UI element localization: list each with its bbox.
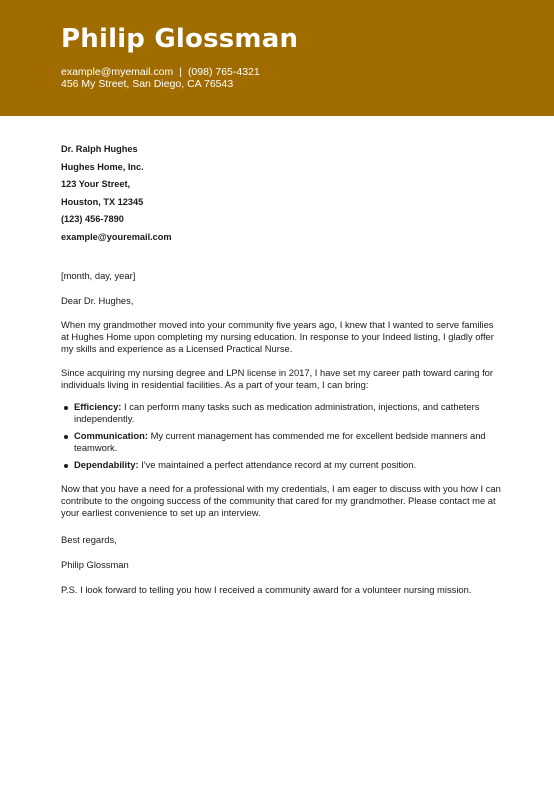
closing-paragraph: Now that you have a need for a professional with my credentials, I am eager to discuss with you how I can contribute to the ongoing success of the community that cared for my grandmother. Please contact me at your earliest convenience to set up an interview. — [61, 482, 501, 518]
sender-email: example@myemail.com — [61, 66, 174, 78]
list-item — [74, 430, 501, 454]
sender-address: 456 My Street, San Diego, CA 76543 — [61, 78, 234, 90]
recipient-street: 123 Your Street, — [61, 179, 131, 190]
bullet-text: I've maintained a perfect attendance record at my current position. — [138, 458, 417, 470]
bullet-term: Efficiency: — [74, 400, 122, 412]
bullet-text: I can perform many tasks such as medication administration, injections, and catheters independently. — [74, 400, 480, 424]
letter-body — [61, 141, 501, 596]
recipient-phone: (123) 456-7890 — [61, 214, 124, 225]
postscript: P.S. I look forward to telling you how I received a community award for a volunteer nursing mission. — [61, 583, 472, 595]
intro-paragraph: When my grandmother moved into your community five years ago, I knew that I wanted to serve families at Hughes Home upon completing my nursing education. In response to your Indeed listing, I gladly offer my skills and experience as a Licensed Practical Nurse. — [61, 318, 494, 354]
recipient-company: Hughes Home, Inc. — [61, 161, 144, 172]
sender-phone: (098) 765-4321 — [187, 66, 260, 78]
recipient-name: Dr. Ralph Hughes — [61, 144, 138, 154]
experience-paragraph: Since acquiring my nursing degree and LPN license in 2017, I have set my career path toward caring for individuals living in residential facilities. As a part of your team, I can bring: — [61, 366, 494, 390]
salutation: Dear Dr. Hughes, — [61, 294, 134, 306]
letter-date: [month, day, year] — [61, 269, 136, 281]
recipient-city: Houston, TX 12345 — [61, 196, 144, 207]
recipient-block — [61, 141, 501, 247]
signature: Philip Glossman — [61, 558, 129, 570]
bullet-text: My current management has commended me for excellent bedside manners and teamwork. — [74, 429, 486, 453]
recipient-email: example@youremail.com — [61, 231, 172, 242]
skills-list — [61, 401, 501, 471]
contact-separator: | — [179, 66, 182, 78]
closing-line: Best regards, — [61, 533, 117, 545]
bullet-term: Dependability: — [74, 458, 139, 470]
bullet-term: Communication: — [74, 429, 148, 441]
list-item — [74, 459, 501, 471]
letter-header — [0, 0, 554, 116]
sender-name: Philip Glossman — [61, 24, 299, 54]
list-item — [74, 401, 501, 425]
